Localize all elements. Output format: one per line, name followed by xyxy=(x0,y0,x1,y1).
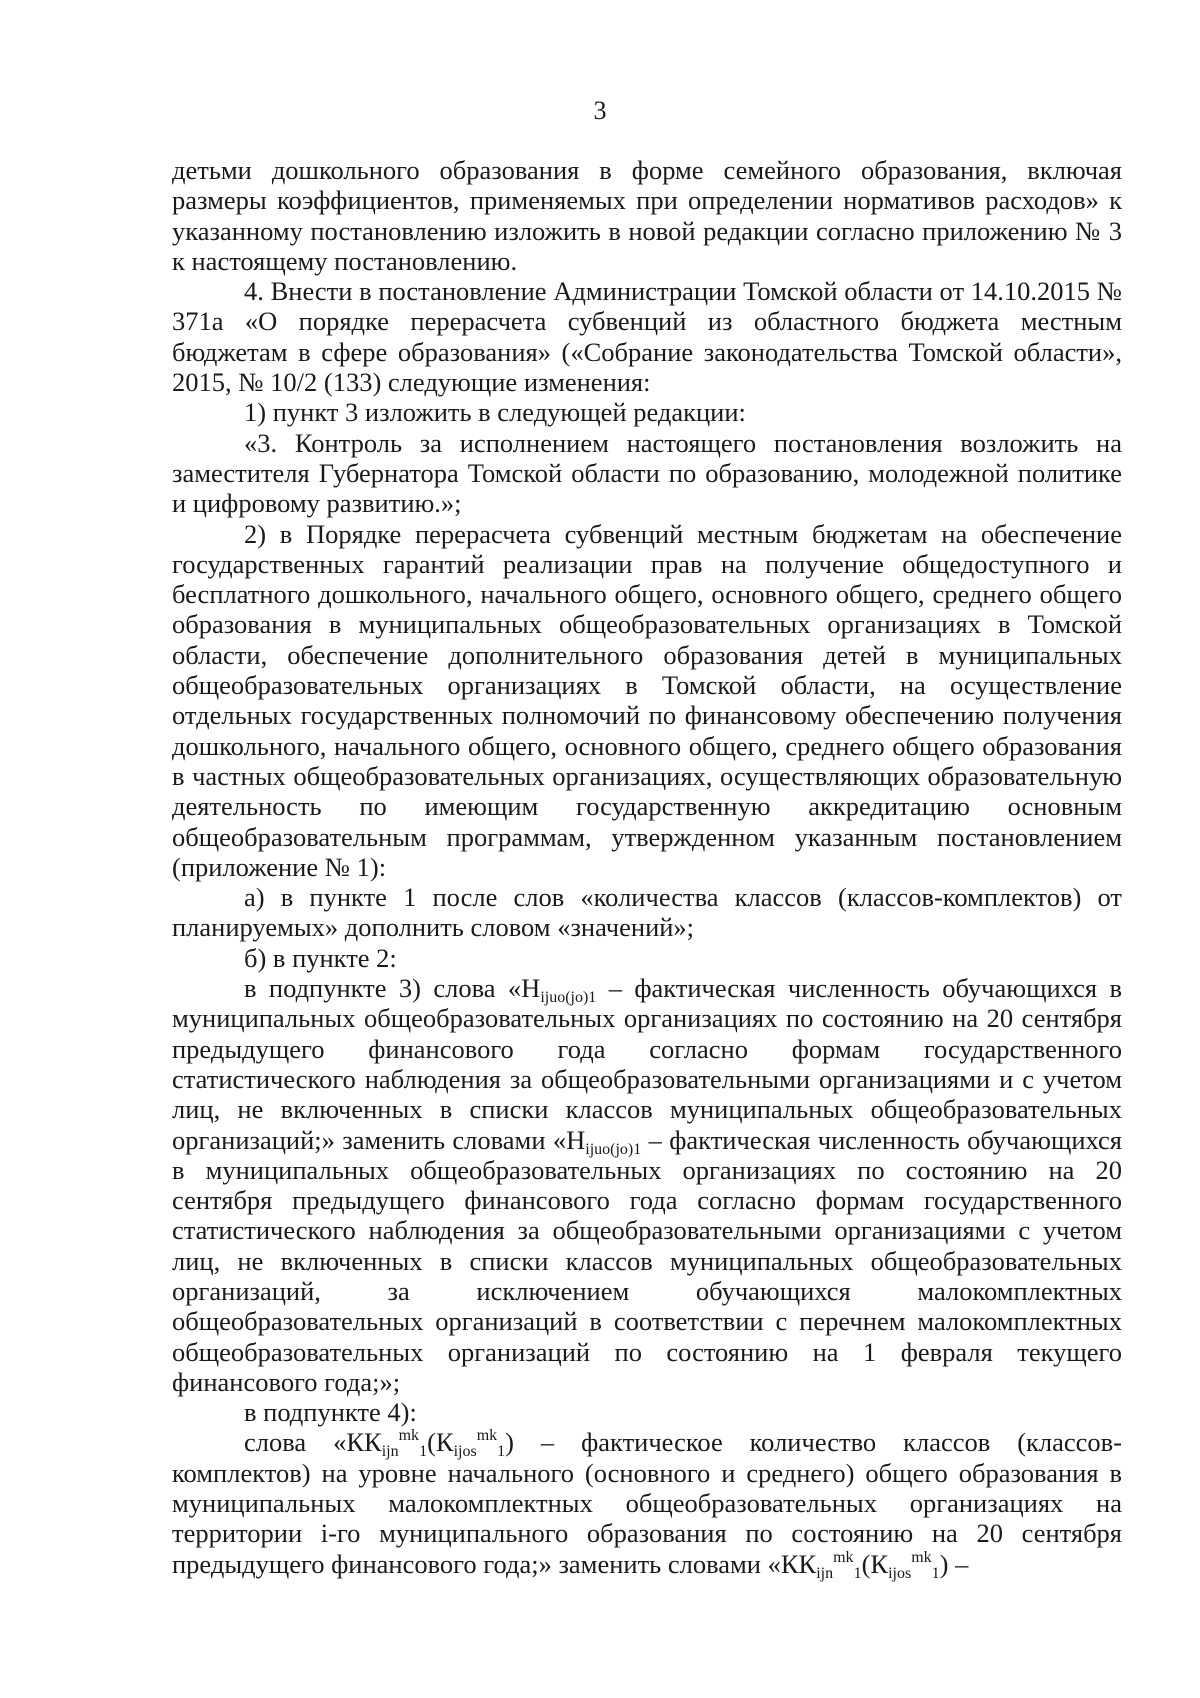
paragraph-formula-replacement: слова «$КК_{ijn}^{mk}_1(К_{ijos}^{mk}_1)$ – фактическое количество классов (классов-комплектов) на уровне начального (основного и среднего) общего образования в муниципальных малокомплектных общеобразовательных организациях на территории i-го муниципального образования по состоянию на 20 сентября предыдущего финансового года;» заменить словами «$КК_{ijn}^{mk}_1(К_{ijos}^{mk}_1)$ – xyxy=(172,1427,1123,1582)
paragraph-subitem-b: б) в пункте 2: xyxy=(244,942,397,973)
page-number: 3 xyxy=(593,96,607,125)
paragraph-subpoint-3: в подпункте 3) слова «$Н_{ijuo(jo)1}$ – фактическая численность обучающихся в муниципальных общеобразовательных организациях по состоянию на 20 сентября предыдущего финансового года согласно формам государственного статистического наблюдения за общеобразовательными организациями и с учетом лиц, не включенных в списки классов муниципальных общеобразовательных организаций;» заменить словами «$Н_{ijuo(jo)1}$ – фактическая численность обучающихся в муниципальных общеобразовательных организациях по состоянию на 20 сентября предыдущего финансового года согласно формам государственного статистического наблюдения за общеобразовательными организациями с учетом лиц, не включенных в списки классов муниципальных общеобразовательных организаций, за исключением обучающихся малокомплектных общеобразовательных организаций в соответствии с перечнем малокомплектных общеобразовательных организаций по состоянию на 1 февраля текущего финансового года;»; xyxy=(172,973,1122,1397)
paragraph-subitem-1: 1) пункт 3 изложить в следующей редакции: xyxy=(244,397,746,428)
paragraph-subitem-2: 2) в Порядке перерасчета субвенций местным бюджетам на обеспечение государственных гарантий реализации прав на получение общедоступного и бесплатного дошкольного, начального общего, основного общего, среднего общего образования в муниципальных общеобразовательных организациях в Томской области, обеспечение дополнительного образования детей в муниципальных общеобразовательных организациях в Томской области, на осуществление отдельных государственных полномочий по финансовому обеспечению получения дошкольного, начального общего, основного общего, среднего общего образования в частных общеобразовательных организациях, осуществляющих образовательную деятельность по имеющим государственную аккредитацию основным общеобразовательным программам, утвержденном указанным постановлением (приложение № 1): xyxy=(172,518,1122,882)
paragraph-item-4: 4. Внести в постановление Администрации Томской области от 14.10.2015 № 371а «О порядке перерасчета субвенций из областного бюджета местным бюджетам в сфере образования» («Собрание законодательства Томской области», 2015, № 10/2 (133) следующие изменения: xyxy=(172,276,1122,398)
paragraph-subitem-a: а) в пункте 1 после слов «количества классов (классов-комплектов) от планируемых» дополнить словом «значений»; xyxy=(172,882,1122,943)
paragraph-subpoint-4: в подпункте 4): xyxy=(244,1397,417,1428)
paragraph-quoted-clause-3: «3. Контроль за исполнением настоящего постановления возложить на заместителя Губернатора Томской области по образованию, молодежной политике и цифровому развитию.»; xyxy=(172,427,1122,519)
paragraph-continuation: детьми дошкольного образования в форме семейного образования, включая размеры коэффициентов, применяемых при определении нормативов расходов» к указанному постановлению изложить в новой редакции согласно приложению № 3 к настоящему постановлению. xyxy=(172,155,1122,276)
document-body xyxy=(172,155,1123,1582)
